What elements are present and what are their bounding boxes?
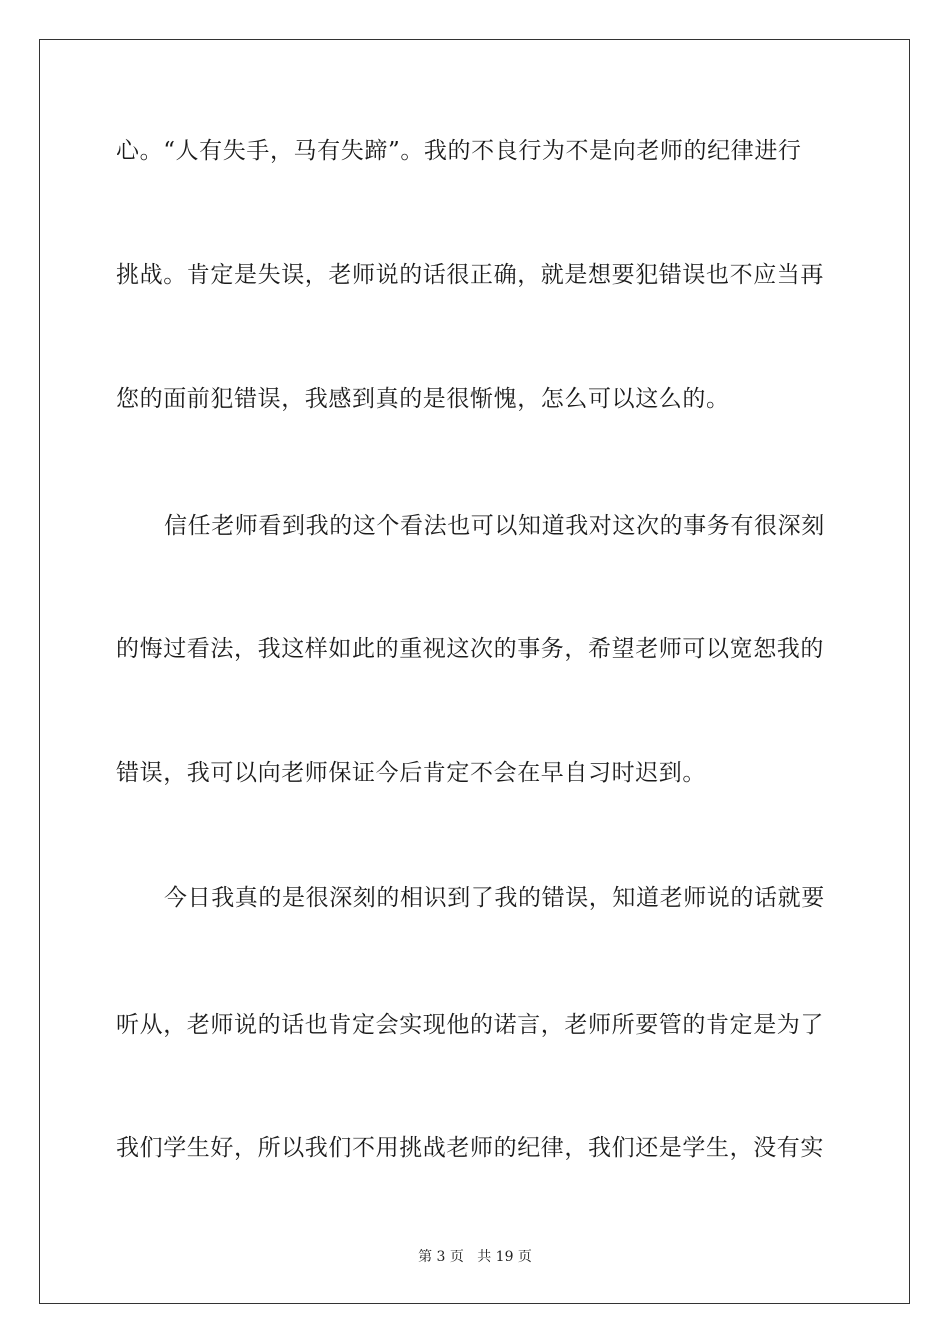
text-line-8: 听从，老师说的话也肯定会实现他的诺言，老师所要管的肯定是为了 xyxy=(116,1012,824,1038)
text-line-5: 的悔过看法，我这样如此的重视这次的事务，希望老师可以宽恕我的 xyxy=(116,636,824,662)
text-line-2: 挑战。肯定是失误，老师说的话很正确，就是想要犯错误也不应当再 xyxy=(116,262,824,288)
text-line-7: 今日我真的是很深刻的相识到了我的错误，知道老师说的话就要 xyxy=(164,885,825,911)
text-line-6: 错误，我可以向老师保证今后肯定不会在早自习时迟到。 xyxy=(116,760,706,786)
text-line-3: 您的面前犯错误，我感到真的是很惭愧，怎么可以这么的。 xyxy=(116,386,730,412)
page-border xyxy=(39,39,910,1304)
text-line-4: 信任老师看到我的这个看法也可以知道我对这次的事务有很深刻 xyxy=(164,513,825,539)
text-line-9: 我们学生好，所以我们不用挑战老师的纪律，我们还是学生，没有实 xyxy=(116,1135,824,1161)
text-line-1: 心。“人有失手，马有失蹄”。我的不良行为不是向老师的纪律进行 xyxy=(116,138,802,164)
page-number-footer: 第 3 页 共 19 页 xyxy=(418,1249,532,1265)
